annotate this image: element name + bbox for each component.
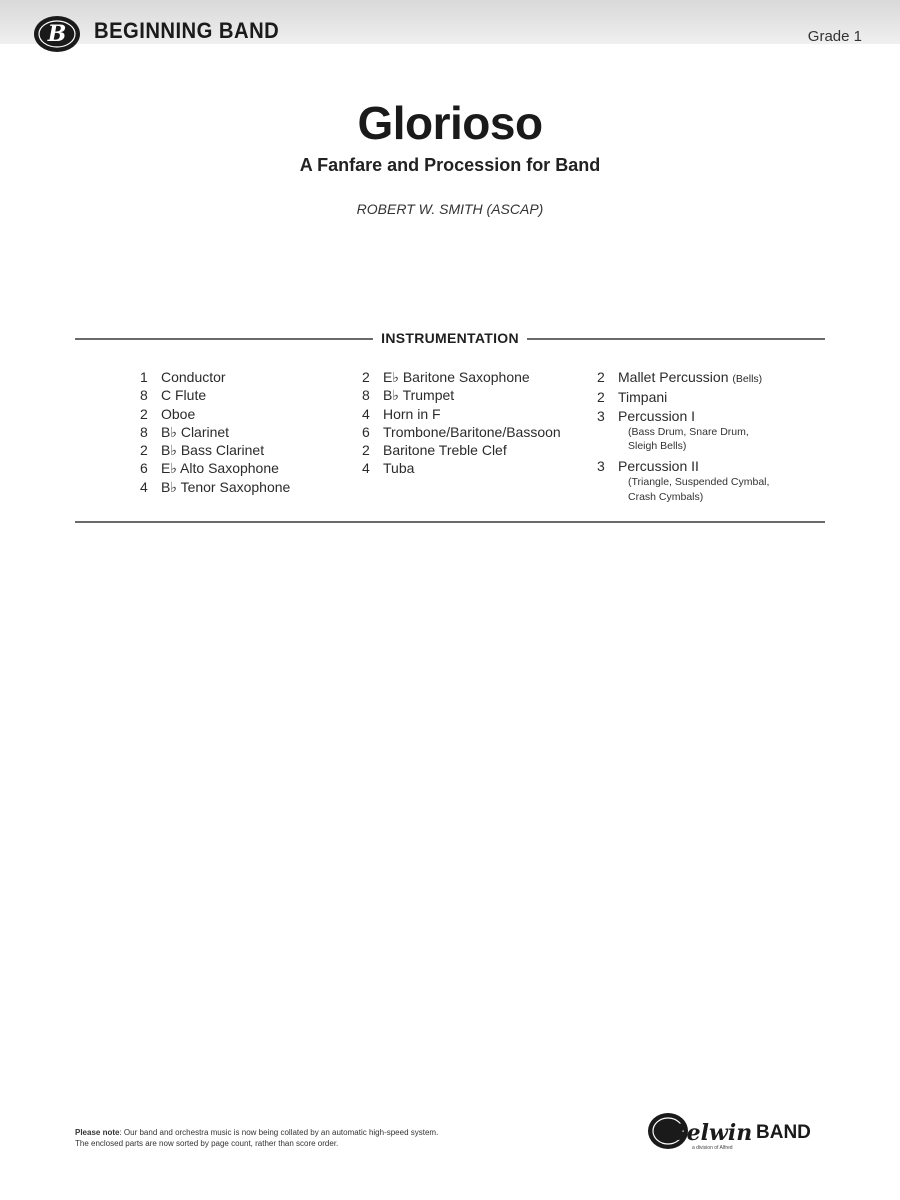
instrument-row — [362, 386, 561, 404]
series-name: BEGINNING BAND — [94, 18, 280, 43]
page-title: Glorioso — [357, 97, 543, 149]
instrument-name — [618, 368, 762, 388]
instrument-name: C Flute — [161, 387, 207, 404]
instrument-row — [362, 405, 561, 423]
instrument-name: E♭ Alto Saxophone — [161, 460, 279, 477]
publisher-logo — [646, 1110, 826, 1154]
instrument-note: (Triangle, Suspended Cymbal, — [628, 476, 770, 489]
instrument-row — [597, 407, 769, 425]
footer-note-label: Please note — [75, 1128, 120, 1137]
instrument-name: Horn in F — [383, 405, 441, 422]
instrument-row — [140, 441, 290, 459]
instrument-row — [140, 368, 290, 386]
instrument-name: Percussion I — [618, 407, 696, 424]
instrument-row — [362, 368, 561, 386]
instrument-row — [597, 457, 769, 475]
instrument-note: Sleigh Bells) — [628, 440, 687, 453]
instrument-name-text: Mallet Percussion — [618, 369, 729, 385]
instrument-name: Percussion II — [618, 457, 699, 474]
footer-note-line-2: The enclosed parts are now sorted by page count, rather than score order. — [75, 1139, 339, 1148]
instrument-name: E♭ Baritone Saxophone — [383, 369, 530, 385]
instrument-detail: (Bells) — [732, 373, 763, 385]
instrument-row — [140, 386, 290, 404]
instrument-qty: 8 — [362, 387, 370, 404]
instrumentation-heading-text: INSTRUMENTATION — [373, 330, 527, 346]
instrument-column-2 — [362, 368, 561, 478]
footer-note-line-1 — [75, 1127, 438, 1138]
instrument-qty: 3 — [597, 457, 605, 474]
instrument-row — [140, 478, 290, 496]
svg-text:B: B — [47, 21, 67, 47]
instrument-name: B♭ Bass Clarinet — [161, 442, 265, 459]
instrument-qty: 4 — [362, 460, 370, 477]
instrument-name: Oboe — [161, 405, 196, 422]
instrument-row — [362, 423, 561, 441]
publisher-band-label: BAND — [756, 1122, 811, 1143]
instrument-name: Conductor — [161, 369, 226, 385]
instrument-row — [140, 405, 290, 423]
instrument-qty: 4 — [362, 405, 370, 422]
instrument-qty: 6 — [140, 460, 148, 477]
instrument-qty: 3 — [597, 407, 605, 424]
instrument-row — [362, 441, 561, 459]
instrument-qty: 2 — [597, 389, 605, 406]
instrument-qty: 2 — [140, 442, 148, 459]
instrument-row — [362, 459, 561, 477]
grade-label: Grade 1 — [807, 28, 862, 45]
instrument-qty: 6 — [362, 423, 370, 440]
footer-note-text-1: : Our band and orchestra music is now being collated by an automatic high-speed system. — [119, 1128, 439, 1137]
publisher-script-name: Belwin — [668, 1120, 753, 1146]
composer: ROBERT W. SMITH (ASCAP) — [356, 201, 544, 217]
instrument-column-1 — [140, 368, 290, 496]
instrument-row — [140, 459, 290, 477]
instrument-row — [597, 388, 769, 406]
instrumentation-heading — [0, 330, 900, 348]
instrument-qty: 4 — [140, 478, 148, 495]
instrument-row — [597, 368, 769, 388]
instrument-name: Timpani — [618, 389, 668, 406]
b-circle-logo-icon — [32, 14, 82, 54]
instrument-column-3 — [597, 368, 769, 504]
instrument-note: Crash Cymbals) — [628, 490, 704, 503]
instrument-qty: 1 — [140, 369, 148, 385]
instrument-qty: 2 — [140, 405, 148, 422]
instrument-qty: 8 — [140, 387, 148, 404]
instrument-qty: 2 — [362, 442, 370, 459]
instrument-name: Tuba — [383, 460, 415, 477]
instrument-name: B♭ Trumpet — [383, 387, 455, 404]
instrument-name: Trombone/Baritone/Bassoon — [383, 423, 561, 440]
instrumentation-bottom-rule — [75, 521, 825, 523]
instrument-qty: 8 — [140, 423, 148, 440]
instrument-name: B♭ Clarinet — [161, 423, 230, 440]
instrument-name: Baritone Treble Clef — [383, 442, 507, 459]
footer-note — [75, 1127, 438, 1149]
instrument-row — [140, 423, 290, 441]
instrument-name: B♭ Tenor Saxophone — [161, 478, 291, 495]
publisher-division: a division of Alfred — [692, 1145, 733, 1151]
instrument-qty: 2 — [597, 369, 605, 385]
instrument-qty: 2 — [362, 369, 370, 385]
instrument-note: (Bass Drum, Snare Drum, — [628, 425, 749, 438]
page-subtitle: A Fanfare and Procession for Band — [299, 155, 601, 175]
